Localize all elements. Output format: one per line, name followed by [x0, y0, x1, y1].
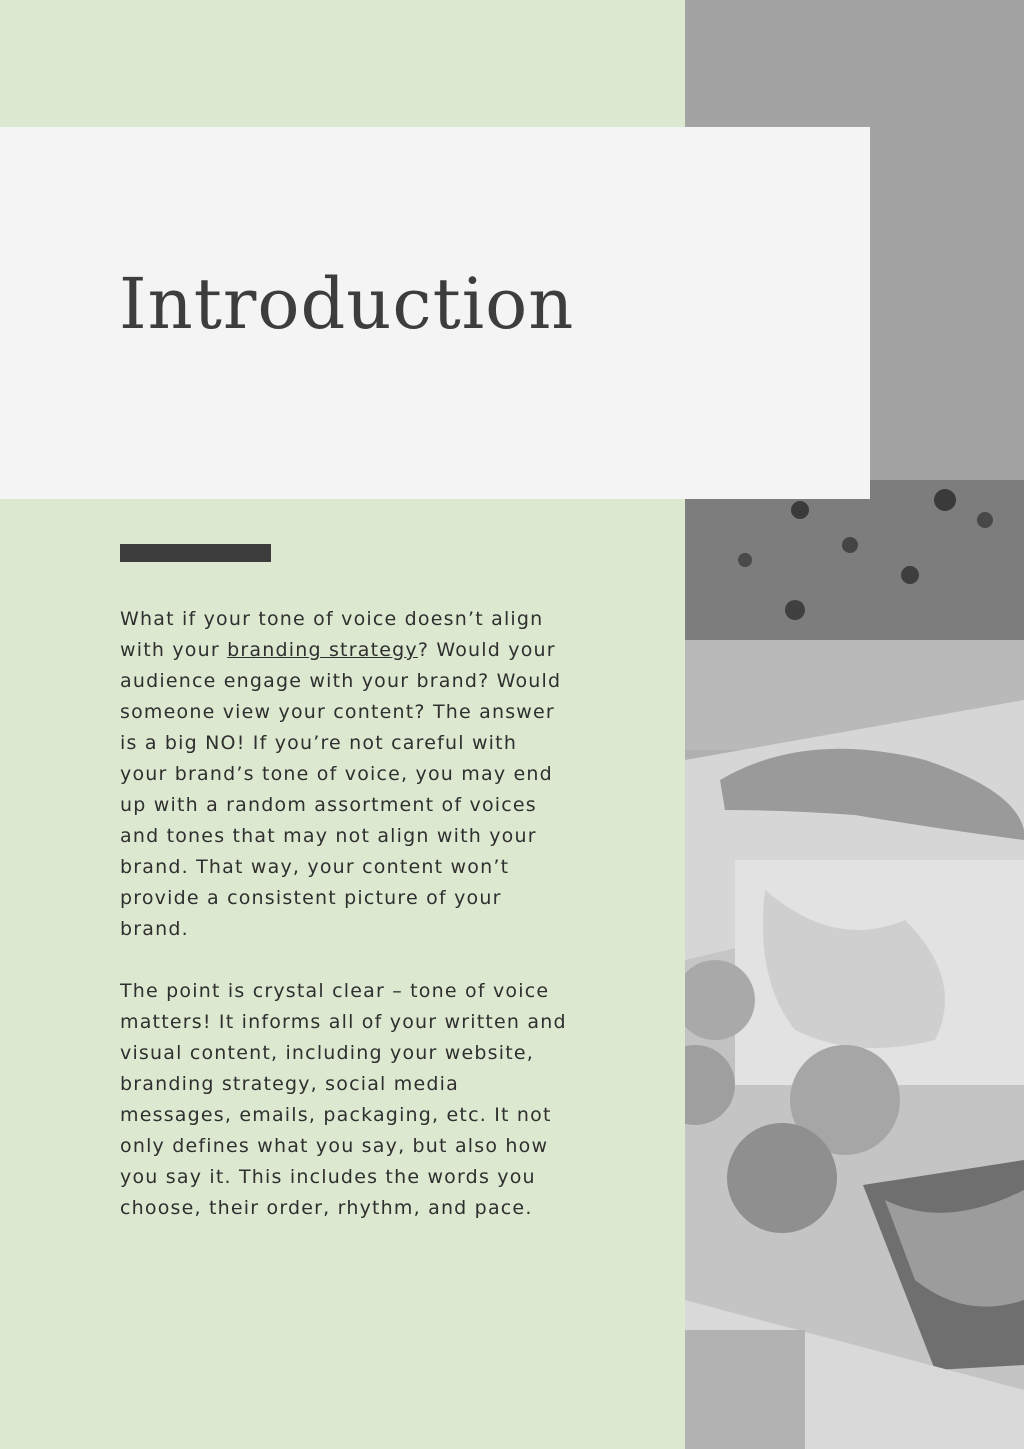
paragraph-1-text-start: What if your tone of voice doesn’t align with your [120, 608, 544, 661]
page-title: Introduction [119, 263, 575, 345]
divider-bar [120, 544, 271, 562]
paragraph-1-text-end: ? Would your audience engage with your brand? Would someone view your content? The answer is a big NO! If you’re not careful with your brand’s tone of voice, you may end up with a random assortment of voices and tones that may not align with your brand. That way, your content won’t provide a consistent picture of your brand. [120, 639, 562, 940]
paragraph-1 [120, 604, 570, 945]
paragraph-2: The point is crystal clear – tone of voice matters! It informs all of your written and visual content, including your website, branding strategy, social media messages, emails, packaging, etc. It not only defines what you say, but also how you say it. This includes the words you choose, their order, rhythm, and pace. [120, 980, 567, 1219]
branding-strategy-link[interactable]: branding strategy [227, 639, 418, 661]
body-text [120, 604, 570, 1224]
